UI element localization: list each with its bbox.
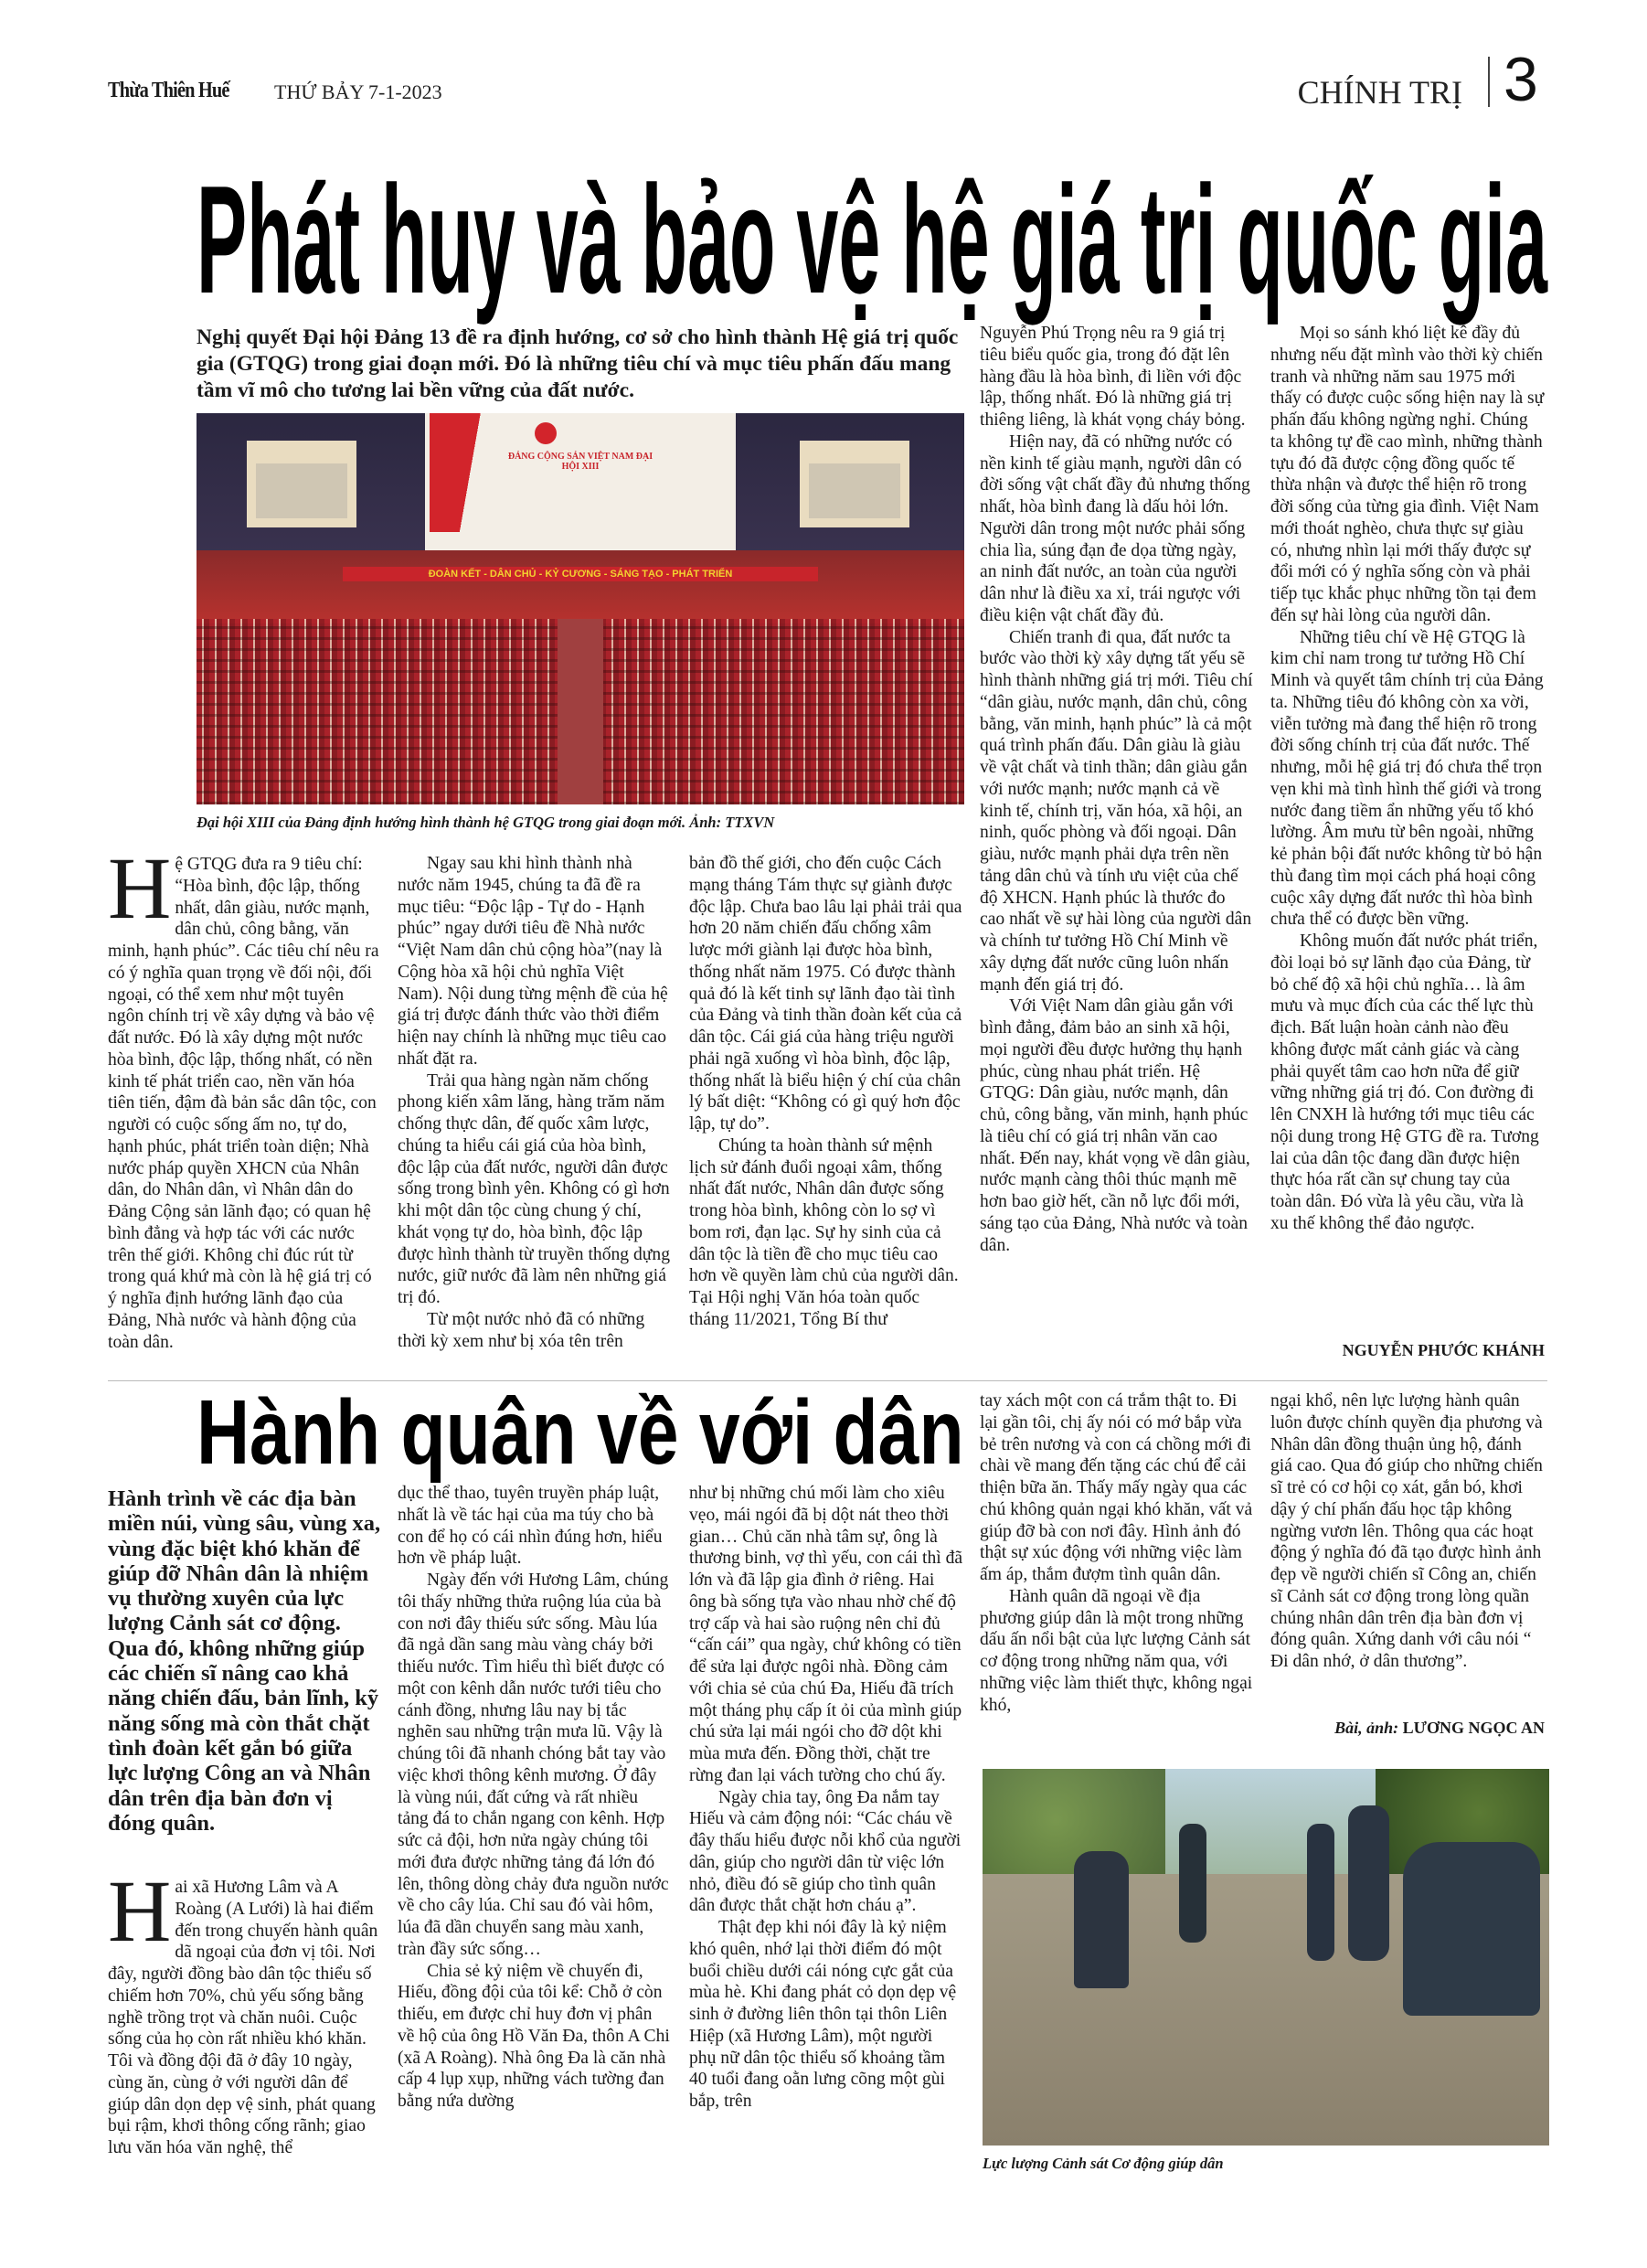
body-paragraph: Mọi so sánh khó liệt kê đầy đủ nhưng nếu đặt mình vào thời kỳ chiến tranh và những năm sau 1975 mới thấy có được cuộc sống hiện nay là sự phấn đấu không ngừng nghỉ. Chúng ta không tự đề cao mình, những thành tựu đó đã được cộng đồng quốc tế thừa nhận và được thể hiện rõ trong đời sống của từng gia đình. Việt Nam mới thoát nghèo, chưa thực sự giàu có, nhưng nhìn lại mới thấy được sự đổi mới có ý nghĩa sống còn và phải tiếp tục khắc phục những tồn tại đem đến sự hài lòng của người dân. — [1270, 324, 1545, 625]
body-paragraph: Từ một nước nhỏ đã có những thời kỳ xem như bị xóa tên trên — [398, 1309, 645, 1351]
article2-column-4 — [980, 1390, 1254, 1742]
article2-column-3 — [689, 1483, 963, 2187]
photo-sign-text: ĐẢNG CỘNG SẢN VIỆT NAM ĐẠI HỘI XIII — [507, 452, 653, 472]
body-paragraph: Thật đẹp khi nói đây là kỷ niệm khó quên, nhớ lại thời điểm đó một buổi chiều dưới cái nóng cực gắt của mùa hè. Khi đang phát cỏ dọn dẹp vệ sinh ở đường liên thôn tại thôn Liên Hiệp (xã Hương Lâm), một người phụ nữ dân tộc thiểu số khoảng tầm 40 tuổi đang oằn lưng cõng một gùi bắp, trên — [689, 1918, 957, 2111]
body-paragraph: Chiến tranh đi qua, đất nước ta bước vào thời kỳ xây dựng tất yếu sẽ hình thành những giá trị mới. Tiêu chí “dân giàu, nước mạnh, dân chủ, công bằng, văn minh, hạnh phúc” là cả một quá trình phấn đấu. Dân giàu là giàu về vật chất và tinh thần; dân giàu gắn với nước mạnh; nước mạnh cả về kinh tế, chính trị, văn hóa, xã hội, an ninh, quốc phòng và đối ngoại. Dân giàu, nước mạnh phải dựa trên nền tảng dân chủ và tính ưu việt của chế độ XHCN. Hạnh phúc là thước đo cao nhất về sự hài lòng của người dân và chính tư tưởng Hồ Chí Minh về xây dựng đất nước cũng luôn nhấn mạnh đến giá trị đó. — [980, 627, 1253, 995]
article1-column-1 — [108, 854, 382, 1370]
article1-headline-text: Phát huy và bảo vệ hệ giá trị quốc gia — [197, 154, 1548, 325]
article1-byline: NGUYỄN PHƯỚC KHÁNH — [1342, 1341, 1545, 1359]
body-paragraph: Hành quân dã ngoại về địa phương giúp dân là một trong những dấu ấn nổi bật của lực lượng Cảnh sát cơ động trong những năm qua, với những việc làm thiết thực, không ngại khó, — [980, 1586, 1253, 1715]
article1-column-3 — [689, 853, 963, 1369]
article2-photo-caption: Lực lượng Cảnh sát Cơ động giúp dân — [983, 2155, 1224, 2172]
drop-cap: H — [108, 1877, 172, 1960]
body-paragraph: Chúng ta hoàn thành sứ mệnh lịch sử đánh đuổi ngoại xâm, thống nhất đất nước, Nhân dân được sống trong hòa bình, không còn lo sợ vì bom rơi, đạn lạc. Sự hy sinh của cả dân tộc là tiền đề cho mục tiêu cao hơn về quyền làm chủ của người dân. Tại Hội nghị Văn hóa toàn quốc tháng 11/2021, Tổng Bí thư — [689, 1135, 959, 1329]
body-paragraph: Trải qua hàng ngàn năm chống phong kiến xâm lăng, hàng trăm năm chống thực dân, đế quốc xâm lược, chúng ta hiểu cái giá của hòa bình, độc lập của đất nước, người dân được sống trong bình yên. Không có gì hơn khi một dân tộc cùng chung ý chí, khát vọng tự do, hòa bình, độc lập được hình thành từ truyền thống dựng nước, giữ nước đã làm nên những giá trị đó. — [398, 1070, 670, 1307]
body-paragraph: Những tiêu chí về Hệ GTQG là kim chỉ nam trong tư tưởng Hồ Chí Minh và quyết tâm chính trị của Đảng ta. Những tiêu đó không còn xa vời, viễn tưởng mà đang thể hiện rõ trong đời sống chính trị của đất nước. Thế nhưng, mỗi hệ giá trị đó chưa thể trọn vẹn khi mà tình hình thế giới và trong nước đang tiềm ẩn những yếu tố khó lường. Âm mưu từ bên ngoài, những kẻ phản bội đất nước không từ bỏ hận thù đang tìm mọi cách phá hoại công cuộc xây dựng đất nước thì hòa bình chưa thể có được bền vững. — [1270, 627, 1544, 930]
body-paragraph: ệ GTQG đưa ra 9 tiêu chí: “Hòa bình, độc lập, thống nhất, dân giàu, nước mạnh, dân chủ, công bằng, văn minh, hạnh phúc”. Các tiêu chí nêu ra có ý nghĩa quan trọng về đối nội, đối ngoại, có thể xem như một tuyên ngôn chính trị về xây dựng và bảo vệ đất nước. Đó là xây dựng một nước hòa bình, độc lập, thống nhất, có nền kinh tế phát triển cao, nền văn hóa tiên tiến, đậm đà bản sắc dân tộc, con người có cuộc sống ấm no, tự do, hạnh phúc, phát triển toàn diện; Nhà nước pháp quyền XHCN của Nhân dân, do Nhân dân, vì Nhân dân do Đảng Cộng sản lãnh đạo; có quan hệ bình đẳng và hợp tác với các nước trên thế giới. Không chỉ đúc rút từ trong quá khứ mà còn là hệ giá trị có ý nghĩa định hướng lãnh đạo của Đảng, Nhà nước và hành động của toàn dân. — [108, 855, 379, 1352]
body-paragraph: bản đồ thế giới, cho đến cuộc Cách mạng tháng Tám thực sự giành được độc lập. Chưa bao lâu lại phải trải qua hơn 20 năm chiến đấu chống xâm lược mới giành lại được hòa bình, thống nhất năm 1975. Có được thành quả đó là kết tinh sự lãnh đạo tài tình của Đảng và tinh thần đoàn kết của cả dân tộc. Cái giá của hàng triệu người phải ngã xuống vì hòa bình, độc lập, thống nhất là biểu hiện ý chí của chân lý bất diệt: “Không có gì quý hơn độc lập, tự do”. — [689, 854, 962, 1134]
article1-headline — [197, 154, 1548, 325]
article2-lead: Hành trình về các địa bàn miền núi, vùng sâu, vùng xa, vùng đặc biệt khó khăn để giúp đỡ Nhân dân là nhiệm vụ thường xuyên của lực lượng Cảnh sát cơ động. Qua đó, không những giúp các chiến sĩ nâng cao khả năng chiến đấu, bản lĩnh, kỹ năng sống mà còn thắt chặt tình đoàn kết gắn bó giữa lực lượng Công an và Nhân dân trên địa bàn đơn vị đóng quân. — [108, 1486, 381, 1836]
article1-column-2 — [398, 853, 672, 1369]
article1-column-4 — [980, 323, 1254, 1369]
header-divider — [1488, 57, 1490, 107]
body-paragraph: như bị những chú mối làm cho xiêu vẹo, mái ngói đã bị dột nát theo thời gian… Chủ căn nhà tâm sự, ông là thương binh, vợ thì yếu, con cái thì đã lớn và đã lập gia đình ở riêng. Hai ông bà sống tựa vào nhau nhờ chế độ trợ cấp và hai sào ruộng nên chỉ đủ “cấn cái” qua ngày, chứ không có tiền để sửa lại được ngôi nhà. Đồng cảm với chia sẻ của chú Đa, Hiếu đã trích một tháng phụ cấp ít ỏi của mình giúp chú sửa lại mái ngói cho đỡ dột khi mùa mưa đến. Đồng thời, chặt tre rừng đan lại vách tường cho chú ấy. — [689, 1484, 963, 1785]
article2-column-2 — [398, 1483, 672, 2187]
body-paragraph: Ngay sau khi hình thành nhà nước năm 1945, chúng ta đã đề ra mục tiêu: “Độc lập - Tự do - Hạnh phúc” ngay dưới tiêu đề Nhà nước “Việt Nam dân chủ cộng hòa”(nay là Cộng hòa xã hội chủ nghĩa Việt Nam). Nội dung từng mệnh đề của hệ giá trị được đánh thức vào thời điểm hiện nay chính là những mục tiêu cao nhất đặt ra. — [398, 854, 668, 1069]
body-paragraph: Nguyễn Phú Trọng nêu ra 9 giá trị tiêu biểu quốc gia, trong đó đặt lên hàng đầu là hòa bình, đi liền với độc lập, thống nhất. Đó là những giá trị thiêng liêng, là khát vọng cháy bỏng. — [980, 324, 1246, 430]
article2-byline — [1270, 1719, 1545, 1738]
body-paragraph: Ngày đến với Hương Lâm, chúng tôi thấy những thửa ruộng lúa của bà con nơi đây thiếu sức sống. Màu lúa đã ngả dần sang màu vàng cháy bởi thiếu nước. Tìm hiểu thì biết được có một con kênh dẫn nước tưới tiêu cho cánh đồng, nhưng lâu nay bị tắc nghẽn sau những trận mưa lũ. Vậy là chúng tôi đã nhanh chóng bắt tay vào việc khơi thông kênh mương. Ở đây là vùng núi, đất cứng và rất nhiều tảng đá to chắn ngang con kênh. Hợp sức cả đội, hơn nửa ngày chúng tôi mới đưa được những tảng đá lớn đó lên, thông dòng chảy đưa nguồn nước về cho cây lúa. Chỉ sau đó vài hôm, lúa đã dần chuyển sang màu xanh, tràn đầy sức sống… — [398, 1571, 669, 1959]
section-name: CHÍNH TRỊ — [1297, 74, 1462, 111]
body-paragraph: Với Việt Nam dân giàu gắn với bình đẳng, đảm bảo an sinh xã hội, mọi người đều được hưởng thụ hạnh phúc, cùng nhau phát triển. Hệ GTQG: Dân giàu, nước mạnh, dân chủ, công bằng, văn minh, hạnh phúc là tiêu chí có giá trị nhân văn cao nhất. Đến nay, khát vọng về dân giàu, nước mạnh càng thôi thúc mạnh mẽ hơn bao giờ hết, cần nỗ lực đổi mới, sáng tạo của Đảng, Nhà nước và toàn dân. — [980, 996, 1250, 1255]
photo-banner-text: ĐOÀN KẾT - DÂN CHỦ - KỶ CƯƠNG - SÁNG TẠO - PHÁT TRIỂN — [343, 567, 818, 581]
article1-lead: Nghị quyết Đại hội Đảng 13 đề ra định hướng, cơ sở cho hình thành Hệ giá trị quốc gia (GTQG) trong giai đoạn mới. Đó là những tiêu chí và mục tiêu phấn đấu mang tầm vĩ mô cho tương lai bền vững của đất nước. — [197, 325, 959, 402]
drop-cap: H — [108, 854, 172, 937]
article1-photo-caption: Đại hội XIII của Đảng định hướng hình thành hệ GTQG trong giai đoạn mới. Ảnh: TTXVN — [197, 814, 775, 831]
body-paragraph: Không muốn đất nước phát triển, đòi loại bỏ sự lãnh đạo của Đảng, từ bỏ chế độ xã hội chủ nghĩa… là âm mưu và mục đích của các thế lực thù địch. Bất luận hoàn cảnh nào đều không được mất cảnh giác và càng phải quyết tâm cao hơn nữa để giữ vững những giá trị đó. Con đường đi lên CNXH là hướng tới mục tiêu các nội dung trong Hệ GTG đề ra. Tương lai của dân tộc đang dần được hiện thực hóa rất cần sự chung tay của toàn dân. Đó vừa là yêu cầu, vừa là xu thế không thể đảo ngược. — [1270, 932, 1539, 1233]
body-paragraph: ai xã Hương Lâm và A Roàng (A Lưới) là hai điểm đến trong chuyến hành quân dã ngoại của đơn vị tôi. Nơi đây, người đồng bào dân tộc thiểu số chiếm hơn 70%, chủ yếu sống bằng nghề trồng trọt và chăn nuôi. Cuộc sống của họ còn rất nhiều khó khăn. Tôi và đồng đội đã ở đây 10 ngày, cùng ăn, cùng ở với người dân để giúp dân dọn dẹp vệ sinh, phát quang bụi rậm, khơi thông cống rãnh; giao lưu văn hóa văn nghệ, thể — [108, 1878, 378, 2157]
article2-byline-name: LƯƠNG NGỌC AN — [1402, 1719, 1545, 1737]
article2-headline — [197, 1381, 964, 1484]
body-paragraph: ngại khổ, nên lực lượng hành quân luôn được chính quyền địa phương và Nhân dân đồng thuận ủng hộ, đánh giá cao. Qua đó giúp cho những chiến sĩ trẻ có cơ hội cọ xát, gắn bó, khơi dậy ý chí phấn đấu học tập không ngừng vươn lên. Thông qua các hoạt động ý nghĩa đó đã tạo được hình ảnh đẹp về người chiến sĩ Công an, chiến sĩ Cảnh sát cơ động trong lòng quần chúng nhân dân trên địa bàn đơn vị đóng quân. Xứng danh với câu nói “ Đi dân nhớ, ở dân thương”. — [1270, 1391, 1543, 1671]
article2-headline-text: Hành quân về với dân — [197, 1381, 964, 1484]
body-paragraph: Ngày chia tay, ông Đa nắm tay Hiếu và cảm động nói: “Các cháu về đây thấu hiểu được nỗi khổ của người dân, giúp cho người dân từ việc lớn nhỏ, điều đó sẽ giúp cho tình quân dân được thắt chặt hơn cháu ạ”. — [689, 1787, 962, 1916]
body-paragraph: Hiện nay, đã có những nước có nền kinh tế giàu mạnh, người dân có đời sống vật chất đầy đủ nhưng thống nhất, hòa bình đang là dấu hỏi lớn. Người dân trong một nước phải sống chia lìa, súng đạn đe dọa từng ngày, an ninh đất nước, an toàn của người dân như là điều xa xỉ, trái ngược với điều kiện vật chất đầy đủ. — [980, 431, 1250, 625]
issue-date: THỨ BẢY 7-1-2023 — [274, 80, 442, 103]
body-paragraph: tay xách một con cá trắm thật to. Đi lại gần tôi, chị ấy nói có mớ bắp vừa bẻ trên nương và con cá chồng mới đi chài về mang đến tặng các chú để cải thiện bữa ăn. Thấy mấy ngày qua các chú không quản ngại khó khăn, vất vả giúp đỡ bà con nơi đây. Hình ảnh đó thật sự xúc động với những việc làm ấm áp, thắm đượm tình quân dân. — [980, 1391, 1253, 1584]
page-number: 3 — [1504, 45, 1538, 114]
body-paragraph: Chia sẻ kỷ niệm về chuyến đi, Hiếu, đồng đội của tôi kể: Chỗ ở còn thiếu, em được chỉ huy đơn vị phân về hộ của ông Hồ Văn Đa, thôn A Chi (xã A Roàng). Nhà ông Đa là căn nhà cấp 4 lụp xụp, những vách tường đan bằng nứa dường — [398, 1961, 670, 2111]
newspaper-logo: Thừa Thiên Huế — [108, 79, 229, 102]
body-paragraph: dục thể thao, tuyên truyền pháp luật, nhất là về tác hại của ma túy cho bà con để họ có cái nhìn đúng hơn, hiểu hơn về pháp luật. — [398, 1484, 663, 1569]
article1-photo — [197, 413, 964, 804]
article2-photo — [983, 1769, 1549, 2146]
article2-column-1 — [108, 1877, 382, 2183]
article1-column-5 — [1270, 323, 1545, 1319]
article2-byline-prefix: Bài, ảnh: — [1334, 1719, 1399, 1737]
article2-column-5 — [1270, 1390, 1545, 1701]
